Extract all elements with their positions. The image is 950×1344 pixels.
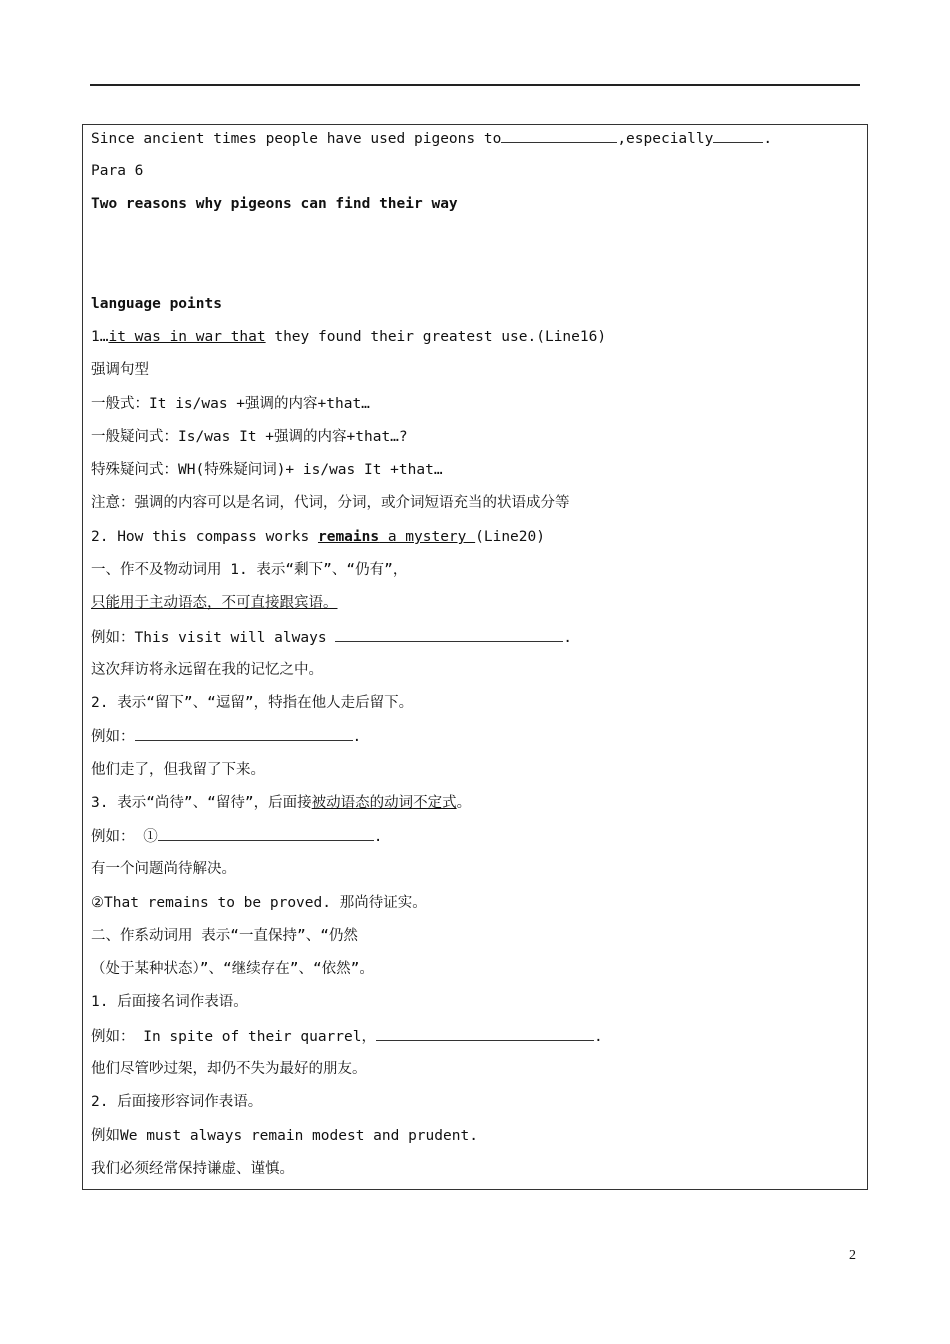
- point-text: they found their greatest use.(Line16): [265, 329, 607, 345]
- intro-text-end: .: [763, 131, 773, 147]
- example-text: 例如： In spite of their quarrel，: [91, 1029, 376, 1045]
- text-line: 这次拜访将永远留在我的记忆之中。: [91, 662, 323, 678]
- example-text: 例如：This visit will always: [91, 630, 336, 646]
- page-number: 2: [849, 1248, 856, 1263]
- text-line: 我们必须经常保持谦虚、谨慎。: [91, 1161, 294, 1177]
- fill-blank[interactable]: [335, 627, 563, 642]
- example-end: .: [352, 729, 362, 745]
- example-end: .: [593, 1029, 603, 1045]
- section-heading: language points: [91, 296, 222, 312]
- text-line: 2. 后面接形容词作表语。: [91, 1094, 263, 1110]
- text-line: 一、作不及物动词用 1. 表示“剩下”、“仍有”，: [91, 562, 408, 578]
- text-line: 强调句型: [91, 362, 149, 378]
- text-line: [91, 793, 471, 813]
- example-line: [91, 627, 572, 648]
- text-line: 2. 表示“留下”、“逗留”，特指在他人走后留下。: [91, 695, 414, 711]
- example-line: [91, 826, 382, 847]
- point-2: [91, 527, 545, 547]
- intro-text: Since ancient times people have used pigeons to: [91, 131, 502, 147]
- text-line: 一般式：It is/was +强调的内容+that…: [91, 396, 370, 412]
- point-1: [91, 327, 606, 347]
- example-end: .: [563, 630, 573, 646]
- point-number: 1…: [91, 329, 109, 345]
- line-reference: (Line20): [475, 529, 545, 545]
- fill-blank[interactable]: [158, 826, 374, 841]
- text-line: 例如We must always remain modest and prudent.: [91, 1128, 478, 1144]
- example-text: 例如： ①: [91, 829, 158, 845]
- example-end: .: [373, 829, 383, 845]
- example-text: 例如：: [91, 729, 135, 745]
- text-line: 有一个问题尚待解决。: [91, 861, 236, 877]
- text-line: 他们走了，但我留了下来。: [91, 762, 265, 778]
- intro-sentence: [91, 128, 772, 149]
- fill-blank[interactable]: [713, 128, 763, 143]
- fill-blank[interactable]: [376, 1026, 594, 1041]
- text-part: 3. 表示“尚待”、“留待”，后面接: [91, 795, 312, 811]
- fill-blank[interactable]: [135, 726, 353, 741]
- para-subheading: Two reasons why pigeons can find their way: [91, 196, 458, 212]
- text-line: 他们尽管吵过架，却仍不失为最好的朋友。: [91, 1061, 367, 1077]
- header-rule: [90, 84, 860, 86]
- underlined-phrase: it was in war that: [108, 329, 266, 345]
- underlined-note: 只能用于主动语态，不可直接跟宾语。: [91, 595, 338, 611]
- text-line: 一般疑问式：Is/was It +强调的内容+that…?: [91, 429, 408, 445]
- text-line: 1. 后面接名词作表语。: [91, 994, 248, 1010]
- para-heading: Para 6: [91, 163, 144, 179]
- text-line: 二、作系动词用 表示“一直保持”、“仍然: [91, 928, 358, 944]
- example-line: [91, 1026, 603, 1047]
- keyword: remains: [317, 529, 380, 545]
- text-line: ②That remains to be proved. 那尚待证实。: [91, 895, 427, 911]
- underlined-phrase: a mystery: [379, 529, 476, 545]
- intro-text-especially: ,especially: [617, 131, 714, 147]
- example-line: [91, 726, 361, 747]
- fill-blank[interactable]: [501, 128, 617, 143]
- text-part: 。: [456, 795, 472, 811]
- text-line: 注意：强调的内容可以是名词，代词，分词，或介词短语充当的状语成分等: [91, 495, 570, 511]
- text-line: （处于某种状态）”、“继续存在”、“依然”。: [91, 961, 374, 977]
- text-line: 特殊疑问式：WH(特殊疑问词)+ is/was It +that…: [91, 462, 443, 478]
- underlined-phrase: 被动语态的动词不定式: [311, 795, 457, 811]
- point-text: 2. How this compass works: [91, 529, 318, 545]
